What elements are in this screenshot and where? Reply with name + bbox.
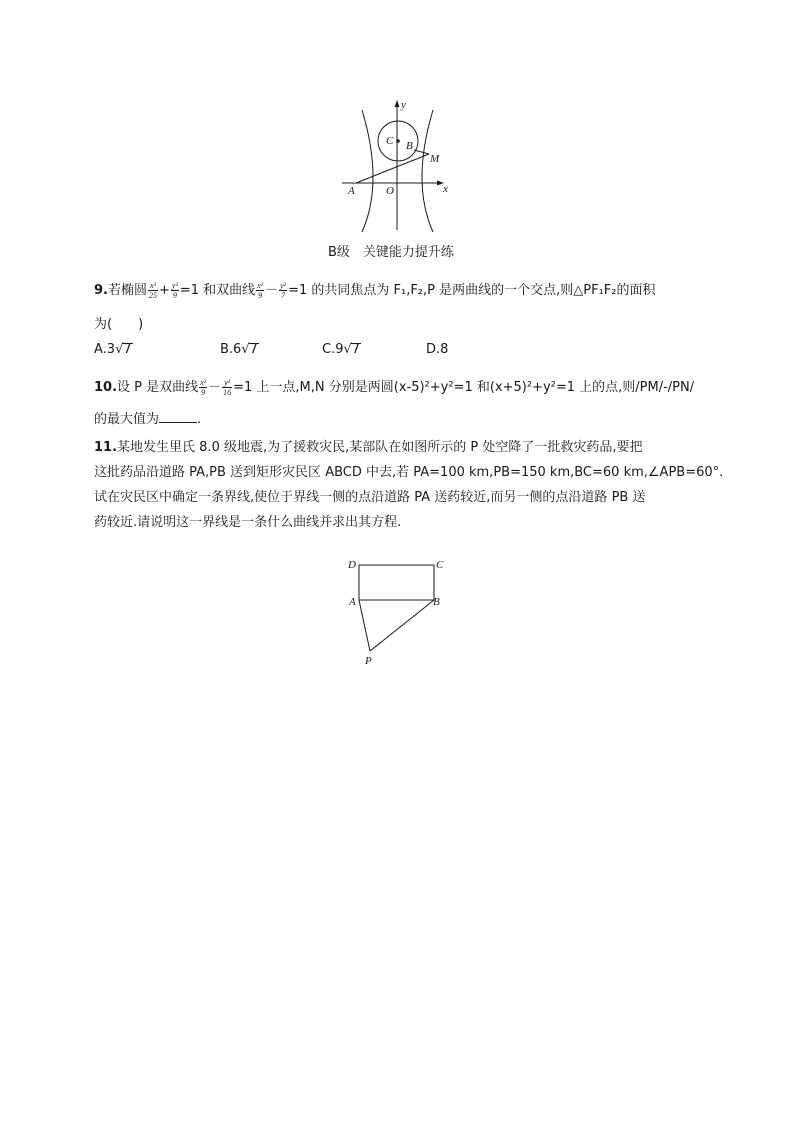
fraction: $\frac{\text{y²}}{7}$ [280,281,287,300]
fraction: $\frac{\text{y²}}{16}$ [223,378,232,397]
label-x: x [443,183,448,195]
question-11-line3: 试在灾民区中确定一条界线,使位于界线一侧的点沿道路 PA 送药较近,而另一侧的点沿道路 PB 送 [94,490,646,505]
question-11-line4: 药较近.请说明这一界线是一条什么曲线并求出其方程. [94,515,402,530]
fraction: $\frac{\text{y²}}{9}$ [171,281,178,300]
fraction: $\frac{\text{x²}}{9}$ [200,378,207,397]
fraction: $\frac{\text{x²}}{25}$ [149,281,157,300]
question-9-number: 9. [94,283,108,298]
question-10-number: 10. [94,380,118,395]
label-c: C [386,135,394,147]
segment-bm [414,150,429,154]
option-d: D.8 [426,342,449,357]
segment-pb [370,600,434,651]
question-10-line2: 的最大值为 . [94,412,202,427]
question-11-number: 11. [94,440,118,455]
segment-pa [359,600,370,651]
answer-blank[interactable] [159,410,197,423]
question-10-line1: 10.设 P 是双曲线 $\frac{\text{x²}}{9}$ － $\frac{\text{y²}}{16}$ =1 上一点,M,N 分别是两圆(x-5)²+y²=1 和(x+5)²+y²=1 上的点,则/PM/-/PN/ [94,378,695,397]
fraction: $\frac{\text{x²}}{9}$ [257,281,264,300]
option-c: C.9√7 [322,342,361,357]
center-c-point [396,139,400,143]
option-b: B.6√7 [220,342,258,357]
rectangle-abcd [359,565,434,600]
section-title: B级 关键能力提升练 [328,245,454,260]
hyperbola-left-branch [362,110,373,232]
label-p: P [365,655,372,667]
label-c2: C [436,559,444,571]
label-o: O [386,185,394,197]
y-axis-arrow [395,100,400,107]
label-m: M [430,153,440,165]
label-d: D [348,559,356,571]
rectangle-abcd-figure [340,554,450,670]
segment-am [356,154,429,183]
label-a: A [348,185,355,197]
question-11-line1: 11.某地发生里氏 8.0 级地震,为了援救灾民,某部队在如图所示的 P 处空降了一批救灾药品,要把 [94,440,643,455]
question-11-line2: 这批药品沿道路 PA,PB 送到矩形灾民区 ABCD 中去,若 PA=100 km,PB=150 km,BC=60 km,∠APB=60°. [94,465,724,480]
label-y: y [401,99,406,111]
label-a2: A [349,596,356,608]
hyperbola-right-branch [422,110,433,232]
label-b: B [406,140,413,152]
question-9-line1: 9.若椭圆 $\frac{\text{x²}}{25}$ + $\frac{\text{y²}}{9}$ =1 和双曲线 $\frac{\text{x²}}{9}$ － $\frac{\text{y²}}{7}$ =1 的共同焦点为 F₁,F₂,P 是两曲线的一个交点,则△PF₁F₂的面积 [94,281,656,300]
option-a: A.3√7 [94,342,132,357]
label-b2: B [433,596,440,608]
hyperbola-circle-figure [340,96,460,232]
question-9-line2: 为( ) [94,317,144,332]
